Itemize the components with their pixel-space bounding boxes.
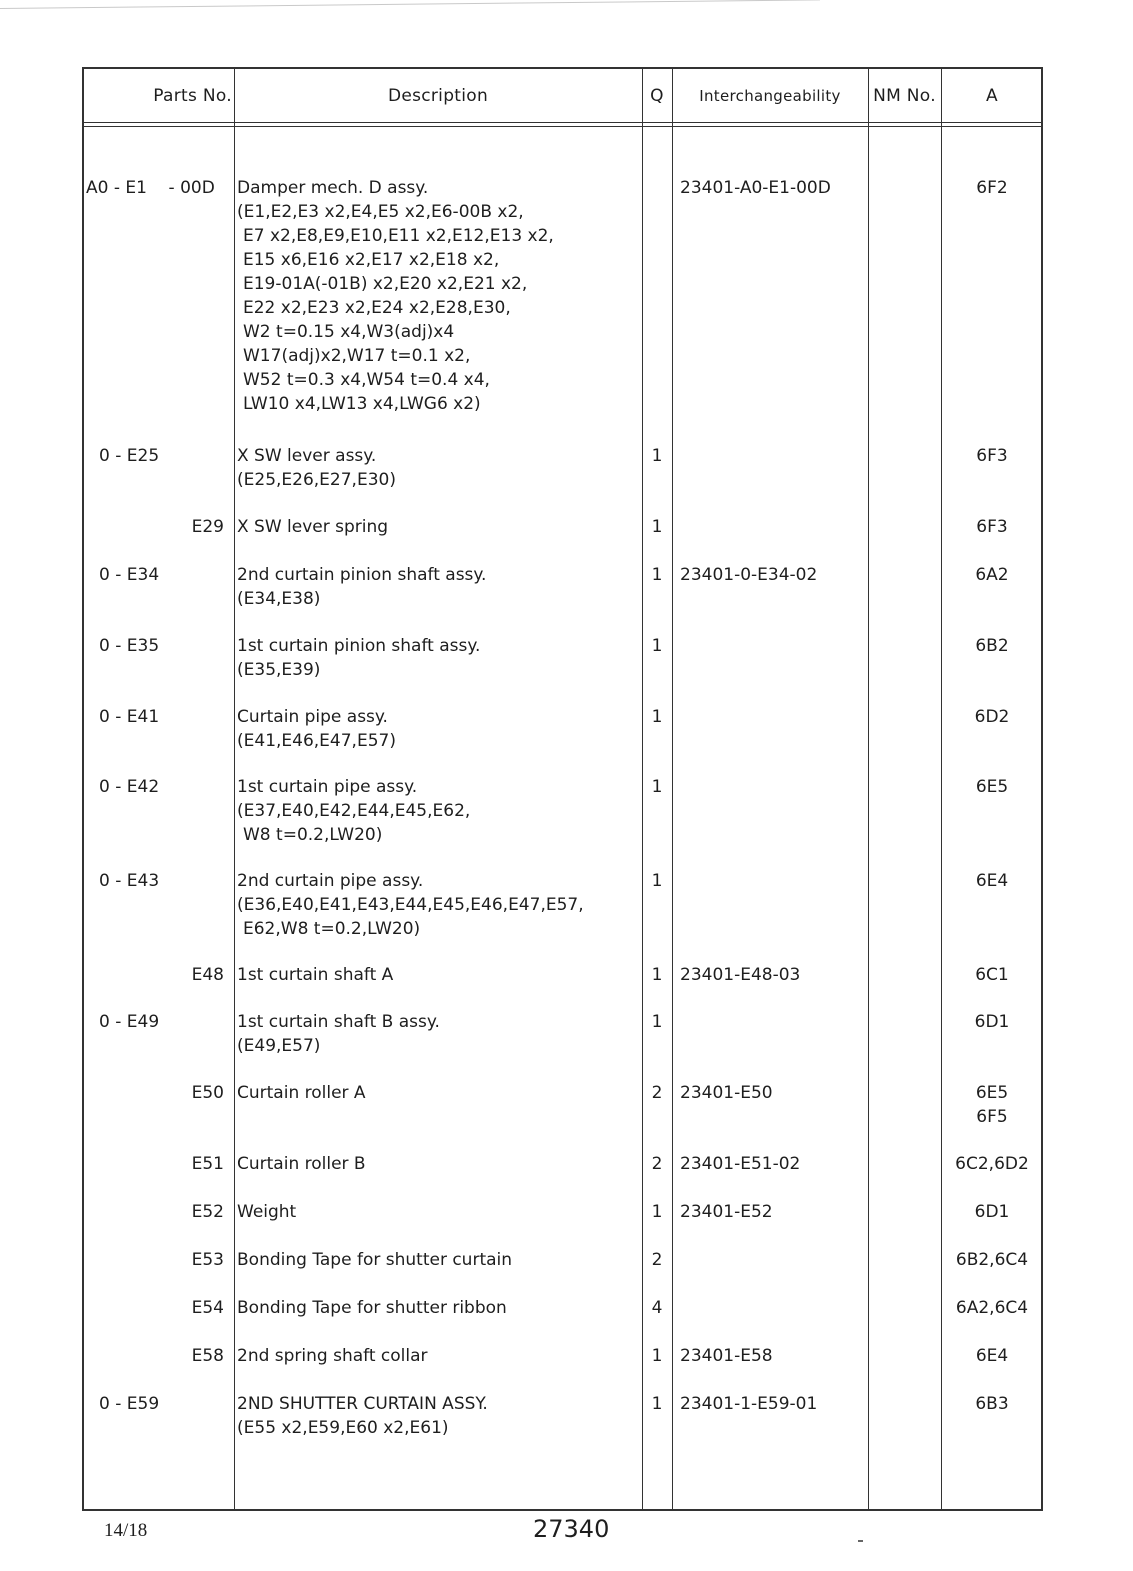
- part-number: E29: [191, 517, 224, 537]
- description-line: (E55 x2,E59,E60 x2,E61): [237, 1418, 449, 1438]
- description-line: 2nd spring shaft collar: [237, 1346, 428, 1366]
- part-description: [237, 1392, 642, 1440]
- description-line: (E25,E26,E27,E30): [237, 470, 396, 490]
- part-number: E48: [191, 965, 224, 985]
- part-number: 0 - E25: [99, 446, 160, 466]
- location-line: 6E4: [975, 1346, 1009, 1366]
- interchangeability-code: 23401-A0-E1-00D: [680, 178, 831, 198]
- location-line: 6D1: [974, 1202, 1010, 1222]
- description-line: X SW lever spring: [237, 517, 389, 537]
- quantity: 1: [651, 777, 663, 797]
- location-line: 6A2: [975, 565, 1009, 585]
- description-line: E19-01A(-01B) x2,E20 x2,E21 x2,: [243, 274, 528, 294]
- location-line: 6F3: [976, 517, 1008, 537]
- part-number: E52: [191, 1202, 224, 1222]
- description-line: 1st curtain shaft A: [237, 965, 394, 985]
- part-description: [237, 1152, 642, 1176]
- quantity: 1: [651, 871, 663, 891]
- document-code: 27340: [533, 1515, 610, 1543]
- description-line: (E37,E40,E42,E44,E45,E62,: [237, 801, 471, 821]
- quantity: 1: [651, 707, 663, 727]
- location-line: 6D1: [974, 1012, 1010, 1032]
- part-description: [237, 869, 642, 941]
- location-code: [942, 444, 1042, 468]
- interchangeability-code: 23401-E50: [680, 1083, 773, 1103]
- interchangeability-code: 23401-E58: [680, 1346, 773, 1366]
- part-number: E58: [191, 1346, 224, 1366]
- part-description: [237, 1200, 642, 1224]
- location-code: [942, 1248, 1042, 1272]
- page-number: 14/18: [104, 1520, 148, 1541]
- header-parts-no: Parts No.: [153, 85, 232, 106]
- part-description: [237, 563, 642, 611]
- location-line: 6E4: [975, 871, 1009, 891]
- description-line: 2nd curtain pinion shaft assy.: [237, 565, 487, 585]
- quantity: 1: [651, 1202, 663, 1222]
- quantity: 1: [651, 1346, 663, 1366]
- part-description: [237, 444, 642, 492]
- quantity: 4: [651, 1298, 663, 1318]
- part-description: [237, 634, 642, 682]
- quantity: 1: [651, 636, 663, 656]
- parts-table: [82, 67, 1043, 1511]
- location-line: 6B2: [975, 636, 1009, 656]
- header-description: Description: [387, 85, 489, 106]
- location-code: [942, 634, 1042, 658]
- description-line: (E34,E38): [237, 589, 321, 609]
- description-line: Curtain roller A: [237, 1083, 366, 1103]
- part-number: 0 - E35: [99, 636, 160, 656]
- location-line: 6F2: [976, 178, 1008, 198]
- quantity: 1: [651, 965, 663, 985]
- description-line: E15 x6,E16 x2,E17 x2,E18 x2,: [243, 250, 500, 270]
- location-code: [942, 869, 1042, 893]
- location-code: [942, 1081, 1042, 1129]
- location-code: [942, 963, 1042, 987]
- part-description: [237, 1344, 642, 1368]
- header-rule: [84, 122, 1041, 127]
- column-divider: [672, 69, 673, 1509]
- location-code: [942, 515, 1042, 539]
- description-line: 1st curtain shaft B assy.: [237, 1012, 440, 1032]
- location-line: 6B2,6C4: [955, 1250, 1029, 1270]
- description-line: Bonding Tape for shutter curtain: [237, 1250, 513, 1270]
- interchangeability-code: 23401-E52: [680, 1202, 773, 1222]
- location-line: 6E5: [975, 777, 1009, 797]
- quantity: 2: [651, 1083, 663, 1103]
- location-line: 6C1: [975, 965, 1009, 985]
- location-line: 6C2,6D2: [955, 1154, 1029, 1174]
- location-line: 6A2,6C4: [955, 1298, 1029, 1318]
- interchangeability-code: 23401-E51-02: [680, 1154, 801, 1174]
- part-number: 0 - E43: [99, 871, 160, 891]
- description-line: W52 t=0.3 x4,W54 t=0.4 x4,: [243, 370, 490, 390]
- location-line: 6F3: [976, 446, 1008, 466]
- column-divider: [868, 69, 869, 1509]
- location-code: [942, 1296, 1042, 1320]
- quantity: 1: [651, 1394, 663, 1414]
- header-nm-no: NM No.: [873, 85, 936, 106]
- part-description: [237, 176, 642, 416]
- interchangeability-code: 23401-0-E34-02: [680, 565, 818, 585]
- interchangeability-code: 23401-E48-03: [680, 965, 801, 985]
- description-line: E7 x2,E8,E9,E10,E11 x2,E12,E13 x2,: [243, 226, 554, 246]
- location-code: [942, 1344, 1042, 1368]
- location-code: [942, 775, 1042, 799]
- description-line: 1st curtain pinion shaft assy.: [237, 636, 481, 656]
- part-number: E54: [191, 1298, 224, 1318]
- part-description: [237, 1010, 642, 1058]
- location-line: 6F5: [976, 1107, 1008, 1127]
- part-number: 0 - E34: [99, 565, 160, 585]
- part-description: [237, 515, 642, 539]
- description-line: (E36,E40,E41,E43,E44,E45,E46,E47,E57,: [237, 895, 584, 915]
- description-line: Damper mech. D assy.: [237, 178, 429, 198]
- quantity: 2: [651, 1154, 663, 1174]
- part-number: 0 - E42: [99, 777, 160, 797]
- quantity: 1: [651, 1012, 663, 1032]
- description-line: 2nd curtain pipe assy.: [237, 871, 424, 891]
- location-code: [942, 176, 1042, 200]
- location-code: [942, 1010, 1042, 1034]
- description-line: X SW lever assy.: [237, 446, 377, 466]
- part-description: [237, 1081, 642, 1105]
- part-number: 0 - E41: [99, 707, 160, 727]
- description-line: (E41,E46,E47,E57): [237, 731, 396, 751]
- location-code: [942, 705, 1042, 729]
- part-description: [237, 705, 642, 753]
- part-description: [237, 963, 642, 987]
- location-code: [942, 1200, 1042, 1224]
- location-line: 6B3: [975, 1394, 1009, 1414]
- description-line: E22 x2,E23 x2,E24 x2,E28,E30,: [243, 298, 511, 318]
- part-number: E50: [191, 1083, 224, 1103]
- part-number: 0 - E59: [99, 1394, 160, 1414]
- description-line: Bonding Tape for shutter ribbon: [237, 1298, 507, 1318]
- part-description: [237, 1296, 642, 1320]
- description-line: LW10 x4,LW13 x4,LWG6 x2): [243, 394, 481, 414]
- description-line: W17(adj)x2,W17 t=0.1 x2,: [243, 346, 471, 366]
- quantity: 1: [651, 446, 663, 466]
- description-line: Curtain roller B: [237, 1154, 366, 1174]
- interchangeability-code: 23401-1-E59-01: [680, 1394, 818, 1414]
- location-line: 6D2: [974, 707, 1010, 727]
- scan-speck: [858, 1540, 863, 1542]
- location-code: [942, 1152, 1042, 1176]
- header-quantity: Q: [650, 85, 664, 106]
- header-a: A: [986, 85, 998, 106]
- part-number: 0 - E49: [99, 1012, 160, 1032]
- quantity: 2: [651, 1250, 663, 1270]
- location-line: 6E5: [975, 1083, 1009, 1103]
- description-line: W2 t=0.15 x4,W3(adj)x4: [243, 322, 455, 342]
- part-description: [237, 1248, 642, 1272]
- description-line: Curtain pipe assy.: [237, 707, 388, 727]
- description-line: 1st curtain pipe assy.: [237, 777, 418, 797]
- header-interchangeability: Interchangeability: [699, 86, 841, 105]
- location-code: [942, 1392, 1042, 1416]
- part-description: [237, 775, 642, 847]
- column-divider: [234, 69, 235, 1509]
- location-code: [942, 563, 1042, 587]
- quantity: 1: [651, 565, 663, 585]
- description-line: (E35,E39): [237, 660, 321, 680]
- description-line: W8 t=0.2,LW20): [243, 825, 383, 845]
- description-line: Weight: [237, 1202, 297, 1222]
- description-line: 2ND SHUTTER CURTAIN ASSY.: [237, 1394, 488, 1414]
- part-number: A0 - E1 - 00D: [86, 178, 215, 198]
- part-number: E51: [191, 1154, 224, 1174]
- quantity: 1: [651, 517, 663, 537]
- scan-edge-line: [0, 0, 820, 9]
- part-number: E53: [191, 1250, 224, 1270]
- description-line: (E1,E2,E3 x2,E4,E5 x2,E6-00B x2,: [237, 202, 524, 222]
- description-line: (E49,E57): [237, 1036, 321, 1056]
- description-line: E62,W8 t=0.2,LW20): [243, 919, 421, 939]
